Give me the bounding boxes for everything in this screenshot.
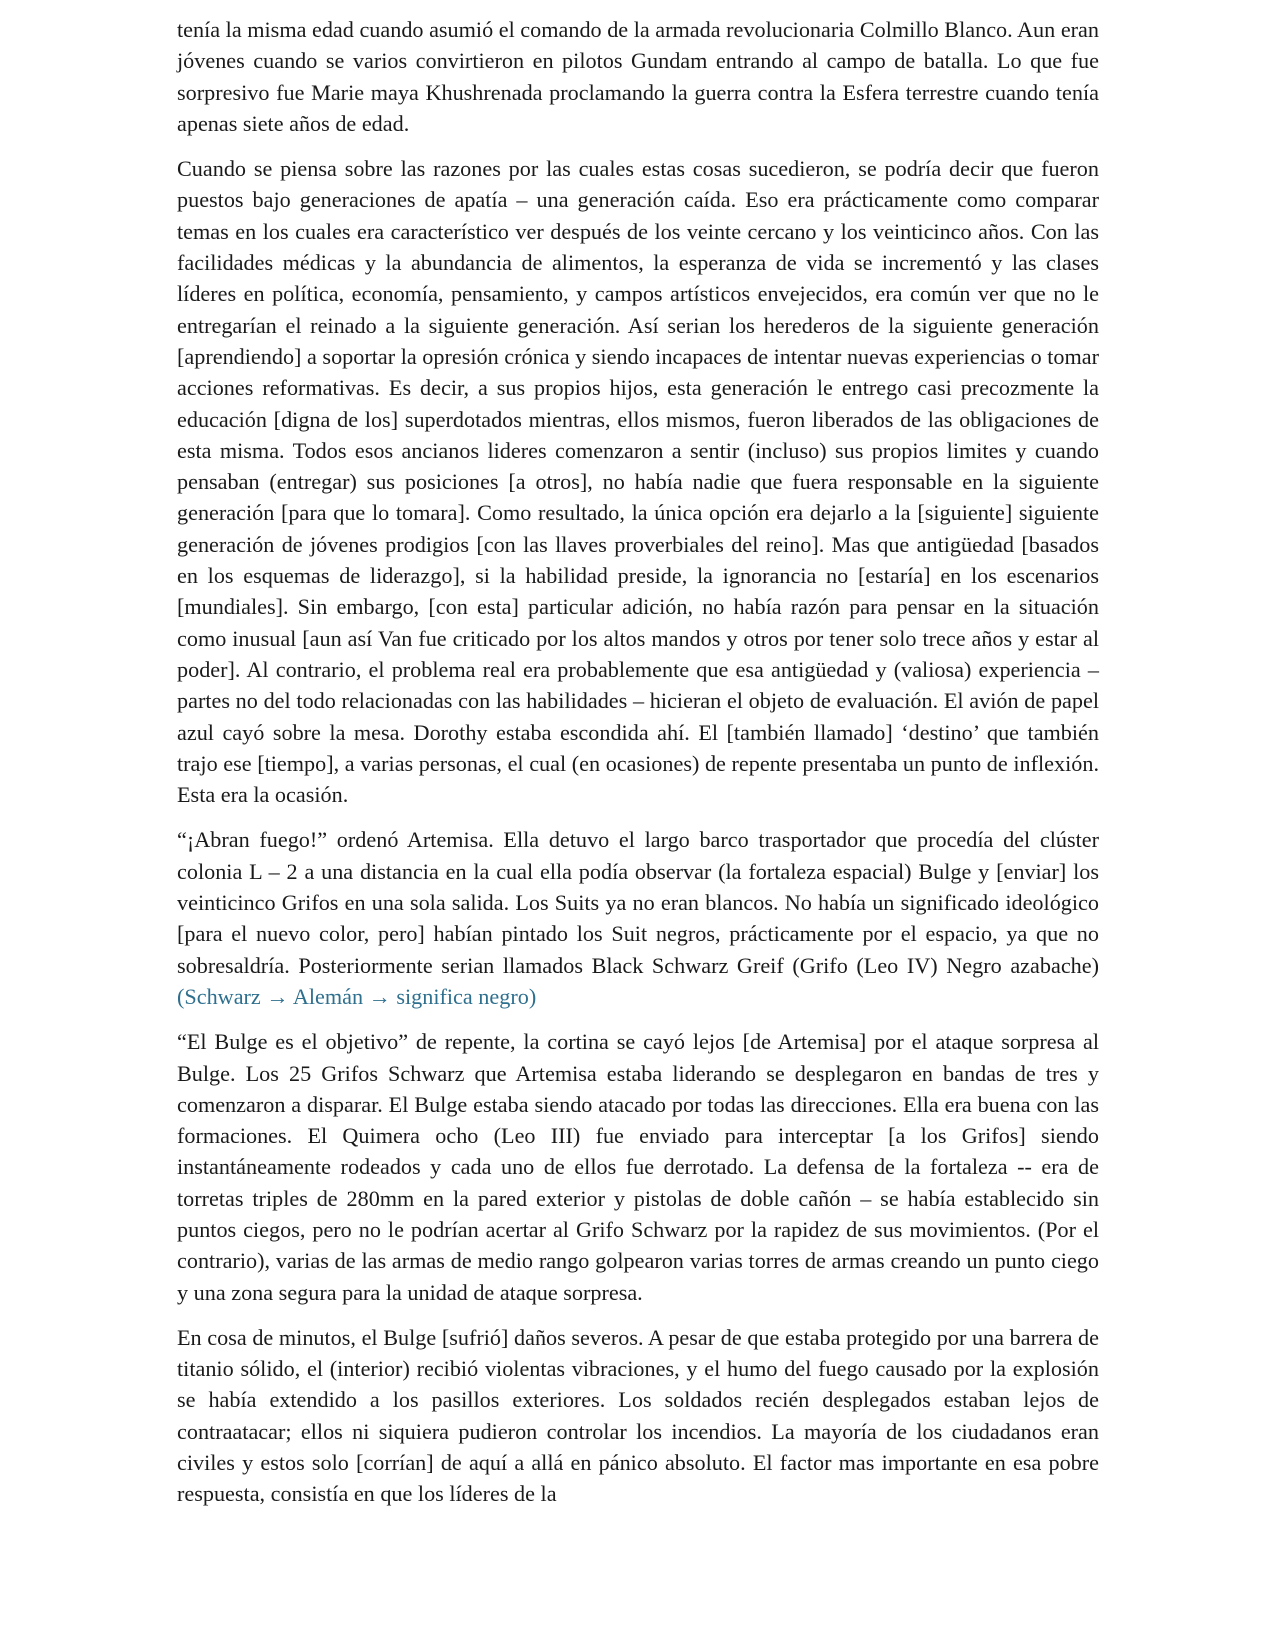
paragraph-1-text: tenía la misma edad cuando asumió el comando de la armada revolucionaria Colmillo Blanco. Aun eran jóvenes cuando se varios convirtieron en pilotos Gundam entrando al campo de batalla. Lo que fue sorpresivo fue Marie maya Khushrenada proclamando la guerra contra la Esfera terrestre cuando tenía apenas siete años de edad.: [177, 17, 1099, 136]
paragraph-3: [177, 824, 1099, 1012]
paragraph-5: [177, 1322, 1099, 1510]
paragraph-4: [177, 1026, 1099, 1308]
paragraph-2: [177, 153, 1099, 810]
translator-note: (Schwarz → Alemán → significa negro): [177, 983, 537, 1009]
paragraph-5-text: En cosa de minutos, el Bulge [sufrió] daños severos. A pesar de que estaba protegido por una barrera de titanio sólido, el (interior) recibió violentas vibraciones, y el humo del fuego causado por la explosión se había extendido a los pasillos exteriores. Los soldados recién desplegados estaban lejos de contraatacar; ellos ni siquiera pudieron controlar los incendios. La mayoría de los ciudadanos eran civiles y estos solo [corrían] de aquí a allá en pánico absoluto. El factor mas importante en esa pobre respuesta, consistía en que los líderes de la: [177, 1324, 1099, 1507]
paragraph-1: [177, 14, 1099, 139]
paragraph-2-text: Cuando se piensa sobre las razones por las cuales estas cosas sucedieron, se podría decir que fueron puestos bajo generaciones de apatía – una generación caída. Eso era prácticamente como comparar temas en los cuales era característico ver después de los veinte cercano y los veinticinco años. Con las facilidades médicas y la abundancia de alimentos, la esperanza de vida se incrementó y las clases líderes en política, economía, pensamiento, y campos artísticos envejecidos, era común ver que no le entregarían el reinado a la siguiente generación. Así serian los herederos de la siguiente generación [aprendiendo] a soportar la opresión crónica y siendo incapaces de intentar nuevas experiencias o tomar acciones reformativas. Es decir, a sus propios hijos, esta generación le entrego casi precozmente la educación [digna de los] superdotados mientras, ellos mismos, fueron liberados de las obligaciones de esta misma. Todos esos ancianos lideres comenzaron a sentir (incluso) sus propios limites y cuando pensaban (entregar) sus posiciones [a otros], no había nadie que fuera responsable en la siguiente generación [para que lo tomara]. Como resultado, la única opción era dejarlo a la [siguiente] siguiente generación de jóvenes prodigios [con las llaves proverbiales del reino]. Mas que antigüedad [basados en los esquemas de liderazgo], si la habilidad preside, la ignorancia no [estaría] en los escenarios [mundiales]. Sin embargo, [con esta] particular adición, no había razón para pensar en la situación como inusual [aun así Van fue criticado por los altos mandos y otros por tener solo trece años y estar al poder]. Al contrario, el problema real era probablemente que esa antigüedad y (valiosa) experiencia – partes no del todo relacionadas con las habilidades – hicieran el objeto de evaluación. El avión de papel azul cayó sobre la mesa. Dorothy estaba escondida ahí. El [también llamado] ‘destino’ que también trajo ese [tiempo], a varias personas, el cual (en ocasiones) de repente presentaba un punto de inflexión. Esta era la ocasión.: [177, 156, 1099, 808]
document-page: [177, 14, 1099, 1524]
paragraph-3-text: “¡Abran fuego!” ordenó Artemisa. Ella detuvo el largo barco trasportador que procedía del clúster colonia L – 2 a una distancia en la cual ella podía observar (la fortaleza espacial) Bulge y [enviar] los veinticinco Grifos en una sola salida. Los Suits ya no eran blancos. No había un significado ideológico [para el nuevo color, pero] habían pintado los Suit negros, prácticamente por el espacio, ya que no sobresaldría. Posteriormente serian llamados Black Schwarz Greif (Grifo (Leo IV) Negro azabache): [177, 827, 1099, 978]
paragraph-4-text: “El Bulge es el objetivo” de repente, la cortina se cayó lejos [de Artemisa] por el ataque sorpresa al Bulge. Los 25 Grifos Schwarz que Artemisa estaba liderando se desplegaron en bandas de tres y comenzaron a disparar. El Bulge estaba siendo atacado por todas las direcciones. Ella era buena con las formaciones. El Quimera ocho (Leo III) fue enviado para interceptar [a los Grifos] siendo instantáneamente rodeados y cada uno de ellos fue derrotado. La defensa de la fortaleza -- era de torretas triples de 280mm en la pared exterior y pistolas de doble cañón – se había establecido sin puntos ciegos, pero no le podrían acertar al Grifo Schwarz por la rapidez de sus movimientos. (Por el contrario), varias de las armas de medio rango golpearon varias torres de armas creando un punto ciego y una zona segura para la unidad de ataque sorpresa.: [177, 1029, 1099, 1305]
